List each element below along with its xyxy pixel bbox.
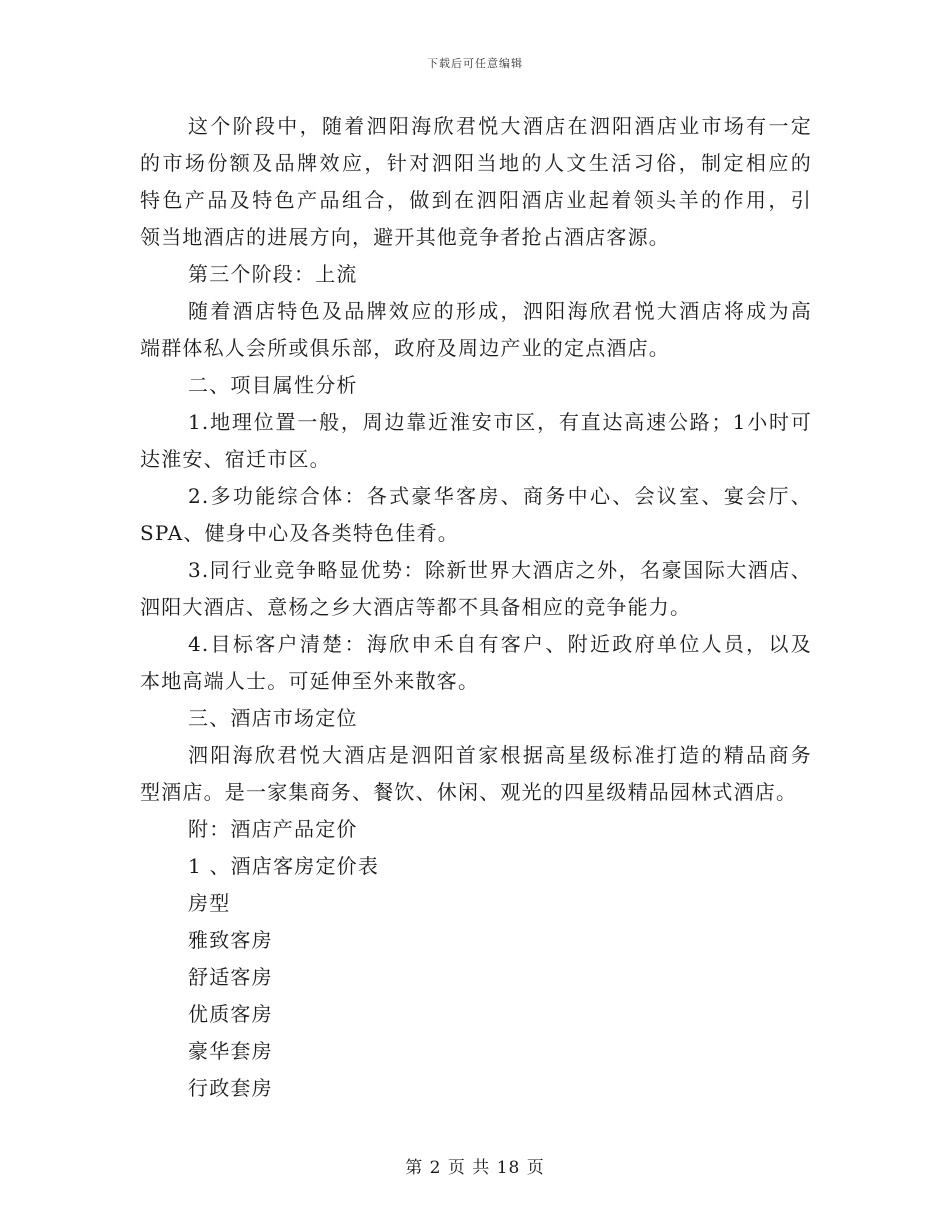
list-item-line: 2.多功能综合体：各式豪华客房、商务中心、会议室、宴会厅、 <box>188 484 812 508</box>
list-item-line: SPA、健身中心及各类特色佳肴。 <box>140 521 459 545</box>
section-heading: 二、项目属性分析 <box>188 373 358 397</box>
list-item-line: 3.同行业竞争略显优势：除新世界大酒店之外，名豪国际大酒店、 <box>188 558 812 582</box>
paragraph-line: 的市场份额及品牌效应，针对泗阳当地的人文生活习俗，制定相应的 <box>140 151 812 175</box>
paragraph-line: 领当地酒店的进展方向，避开其他竞争者抢占酒店客源。 <box>140 225 670 249</box>
room-type-item: 雅致客房 <box>188 928 273 952</box>
list-item-line: 达淮安、宿迁市区。 <box>140 447 331 471</box>
room-type-item: 行政套房 <box>188 1076 273 1100</box>
page-number: 第 2 页 共 18 页 <box>405 1158 545 1178</box>
room-type-item: 豪华套房 <box>188 1039 273 1063</box>
list-item-line: 本地高端人士。可延伸至外来散客。 <box>140 669 480 693</box>
section-heading: 三、酒店市场定位 <box>188 706 358 730</box>
page-header: 下载后可任意编辑 <box>427 57 523 70</box>
list-item-line: 泗阳大酒店、意杨之乡大酒店等都不具备相应的竞争能力。 <box>140 595 692 619</box>
paragraph-line: 型酒店。是一家集商务、餐饮、休闲、观光的四星级精品园林式酒店。 <box>140 780 798 804</box>
document-body <box>140 108 812 1107</box>
paragraph-line: 这个阶段中，随着泗阳海欣君悦大酒店在泗阳酒店业市场有一定 <box>188 114 812 138</box>
section-heading: 第三个阶段：上流 <box>188 262 358 286</box>
table-title: 1 、酒店客房定价表 <box>188 854 380 878</box>
paragraph-line: 泗阳海欣君悦大酒店是泗阳首家根据高星级标准打造的精品商务 <box>188 743 812 767</box>
paragraph-line: 随着酒店特色及品牌效应的形成，泗阳海欣君悦大酒店将成为高 <box>188 299 812 323</box>
room-type-header: 房型 <box>188 891 231 915</box>
section-heading: 附：酒店产品定价 <box>188 817 358 841</box>
room-type-item: 舒适客房 <box>188 965 273 989</box>
list-item-line: 4.目标客户清楚：海欣申禾自有客户、附近政府单位人员，以及 <box>188 632 812 656</box>
paragraph-line: 特色产品及特色产品组合，做到在泗阳酒店业起着领头羊的作用，引 <box>140 188 812 212</box>
paragraph-line: 端群体私人会所或俱乐部，政府及周边产业的定点酒店。 <box>140 336 670 360</box>
room-type-item: 优质客房 <box>188 1002 273 1026</box>
list-item-line: 1.地理位置一般，周边靠近淮安市区，有直达高速公路；1小时可 <box>188 410 812 434</box>
